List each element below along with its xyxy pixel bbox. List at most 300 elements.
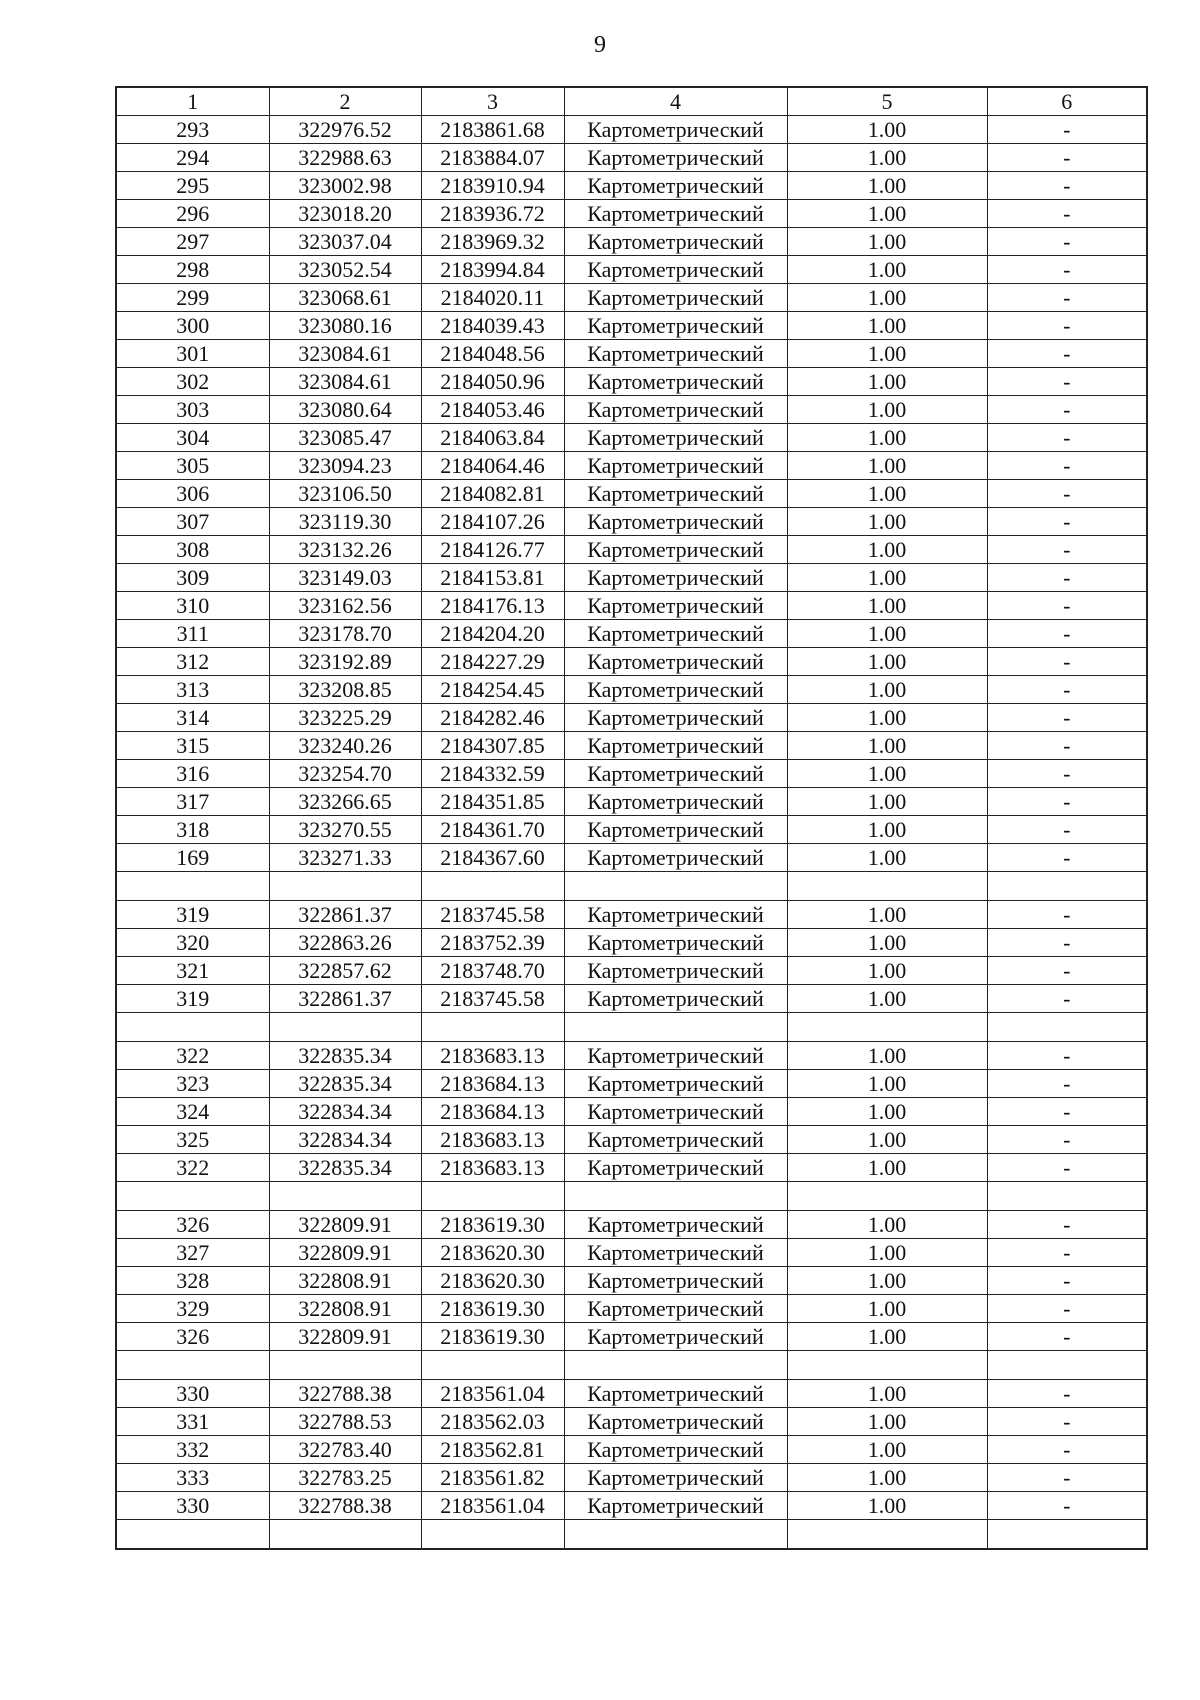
table-cell-col-4: Картометрический <box>564 676 787 704</box>
table-row <box>116 1182 1147 1211</box>
table-cell-col-3: 2184361.70 <box>421 816 564 844</box>
table-cell-col-6: - <box>987 396 1147 424</box>
header-cell-3: 3 <box>421 87 564 116</box>
table-cell-col-6: - <box>987 1239 1147 1267</box>
table-cell-col-4: Картометрический <box>564 508 787 536</box>
table-cell-col-5: 1.00 <box>787 592 987 620</box>
table-cell-col-1: 169 <box>116 844 269 872</box>
table-cell-col-5: 1.00 <box>787 368 987 396</box>
table-cell-col-2: 323240.26 <box>269 732 421 760</box>
table-cell-col-6: - <box>987 284 1147 312</box>
table-row <box>116 1239 1147 1267</box>
table-row <box>116 620 1147 648</box>
table-cell-col-2: 322834.34 <box>269 1126 421 1154</box>
table-cell-col-4: Картометрический <box>564 957 787 985</box>
table-row <box>116 1323 1147 1351</box>
table-cell-col-3: 2184282.46 <box>421 704 564 732</box>
table-cell-col-2: 322783.40 <box>269 1436 421 1464</box>
table-cell-col-4: Картометрический <box>564 929 787 957</box>
table-cell-col-4 <box>564 872 787 901</box>
table-row <box>116 396 1147 424</box>
table-cell-col-4: Картометрический <box>564 1408 787 1436</box>
table-row <box>116 284 1147 312</box>
table-cell-col-6: - <box>987 788 1147 816</box>
table-row <box>116 368 1147 396</box>
table-cell-col-3: 2184107.26 <box>421 508 564 536</box>
table-cell-col-1: 301 <box>116 340 269 368</box>
page-number: 9 <box>594 32 606 58</box>
table-cell-col-2 <box>269 1182 421 1211</box>
table-cell-col-6: - <box>987 901 1147 929</box>
table-cell-col-1: 308 <box>116 536 269 564</box>
table-cell-col-5 <box>787 1520 987 1549</box>
table-cell-col-1 <box>116 1182 269 1211</box>
table-cell-col-2: 322863.26 <box>269 929 421 957</box>
table-cell-col-3: 2184153.81 <box>421 564 564 592</box>
table-cell-col-4: Картометрический <box>564 564 787 592</box>
table-cell-col-6: - <box>987 1295 1147 1323</box>
table-cell-col-6: - <box>987 1408 1147 1436</box>
table-cell-col-5: 1.00 <box>787 452 987 480</box>
table-cell-col-3: 2184176.13 <box>421 592 564 620</box>
table-cell-col-5: 1.00 <box>787 536 987 564</box>
table-cell-col-2 <box>269 1520 421 1549</box>
table-cell-col-6: - <box>987 929 1147 957</box>
table-cell-col-3 <box>421 1182 564 1211</box>
table-cell-col-5: 1.00 <box>787 676 987 704</box>
table-row <box>116 1464 1147 1492</box>
table-cell-col-6: - <box>987 816 1147 844</box>
table-cell-col-1: 311 <box>116 620 269 648</box>
table-cell-col-1: 319 <box>116 985 269 1013</box>
table-row <box>116 732 1147 760</box>
table-cell-col-2: 323192.89 <box>269 648 421 676</box>
table-cell-col-5: 1.00 <box>787 424 987 452</box>
table-row <box>116 1070 1147 1098</box>
table-cell-col-1: 293 <box>116 116 269 144</box>
table-row <box>116 901 1147 929</box>
table-row <box>116 648 1147 676</box>
table-cell-col-6: - <box>987 340 1147 368</box>
table-cell-col-1: 294 <box>116 144 269 172</box>
table-cell-col-4: Картометрический <box>564 816 787 844</box>
table-cell-col-5: 1.00 <box>787 1323 987 1351</box>
table-cell-col-5: 1.00 <box>787 1239 987 1267</box>
table-cell-col-4: Картометрический <box>564 1295 787 1323</box>
table-cell-col-6: - <box>987 452 1147 480</box>
table-cell-col-2: 323225.29 <box>269 704 421 732</box>
table-cell-col-1: 324 <box>116 1098 269 1126</box>
table-row <box>116 508 1147 536</box>
table-cell-col-2: 323266.65 <box>269 788 421 816</box>
table-cell-col-3: 2183619.30 <box>421 1323 564 1351</box>
table-cell-col-5 <box>787 872 987 901</box>
table-cell-col-6: - <box>987 985 1147 1013</box>
table-cell-col-2: 322808.91 <box>269 1295 421 1323</box>
table-cell-col-5: 1.00 <box>787 1492 987 1520</box>
table-row <box>116 1098 1147 1126</box>
table-cell-col-6: - <box>987 704 1147 732</box>
table-cell-col-5: 1.00 <box>787 816 987 844</box>
table-cell-col-6: - <box>987 1323 1147 1351</box>
table-cell-col-6: - <box>987 256 1147 284</box>
table-cell-col-1: 300 <box>116 312 269 340</box>
table-cell-col-4: Картометрический <box>564 985 787 1013</box>
table-cell-col-6: - <box>987 1042 1147 1070</box>
table-cell-col-3 <box>421 1013 564 1042</box>
table-cell-col-1: 305 <box>116 452 269 480</box>
table-cell-col-2 <box>269 1013 421 1042</box>
table-cell-col-5: 1.00 <box>787 172 987 200</box>
table-cell-col-6: - <box>987 732 1147 760</box>
table-cell-col-2: 323208.85 <box>269 676 421 704</box>
table-cell-col-6: - <box>987 1464 1147 1492</box>
table-cell-col-4: Картометрический <box>564 536 787 564</box>
table-cell-col-2: 323080.64 <box>269 396 421 424</box>
table-cell-col-4: Картометрический <box>564 1464 787 1492</box>
table-cell-col-6: - <box>987 424 1147 452</box>
table-cell-col-5: 1.00 <box>787 340 987 368</box>
table-cell-col-4: Картометрический <box>564 704 787 732</box>
header-cell-1: 1 <box>116 87 269 116</box>
table-cell-col-4: Картометрический <box>564 592 787 620</box>
table-cell-col-2: 322783.25 <box>269 1464 421 1492</box>
table-cell-col-4: Картометрический <box>564 424 787 452</box>
table-cell-col-4: Картометрический <box>564 760 787 788</box>
table-row <box>116 228 1147 256</box>
table-cell-col-6: - <box>987 676 1147 704</box>
table-row <box>116 788 1147 816</box>
table-cell-col-6: - <box>987 228 1147 256</box>
table-row <box>116 1351 1147 1380</box>
table-row <box>116 564 1147 592</box>
table-row <box>116 872 1147 901</box>
table-cell-col-2: 323149.03 <box>269 564 421 592</box>
table-cell-col-2: 322835.34 <box>269 1154 421 1182</box>
table-cell-col-4: Картометрический <box>564 340 787 368</box>
table-cell-col-1: 299 <box>116 284 269 312</box>
table-cell-col-2: 323052.54 <box>269 256 421 284</box>
table-cell-col-3: 2183619.30 <box>421 1211 564 1239</box>
table-cell-col-2: 322809.91 <box>269 1239 421 1267</box>
table-cell-col-4: Картометрический <box>564 228 787 256</box>
table-cell-col-5: 1.00 <box>787 228 987 256</box>
table-cell-col-2: 323178.70 <box>269 620 421 648</box>
table-cell-col-1: 306 <box>116 480 269 508</box>
table-cell-col-5: 1.00 <box>787 648 987 676</box>
header-row <box>116 87 1147 116</box>
table-cell-col-2: 323254.70 <box>269 760 421 788</box>
table-cell-col-2: 322788.53 <box>269 1408 421 1436</box>
table-cell-col-4: Картометрический <box>564 1126 787 1154</box>
header-cell-6: 6 <box>987 87 1147 116</box>
table-cell-col-5 <box>787 1182 987 1211</box>
table-cell-col-6 <box>987 1013 1147 1042</box>
header-cell-2: 2 <box>269 87 421 116</box>
table-cell-col-3: 2184332.59 <box>421 760 564 788</box>
table-cell-col-4: Картометрический <box>564 1436 787 1464</box>
table-row <box>116 1013 1147 1042</box>
table-cell-col-1: 319 <box>116 901 269 929</box>
table-cell-col-4: Картометрический <box>564 901 787 929</box>
table-cell-col-3: 2183884.07 <box>421 144 564 172</box>
table-cell-col-6: - <box>987 957 1147 985</box>
table-row <box>116 480 1147 508</box>
table-cell-col-4: Картометрический <box>564 480 787 508</box>
table-cell-col-5: 1.00 <box>787 312 987 340</box>
table-cell-col-1: 296 <box>116 200 269 228</box>
table-cell-col-6: - <box>987 172 1147 200</box>
table-row <box>116 1408 1147 1436</box>
table-cell-col-3: 2184020.11 <box>421 284 564 312</box>
table-cell-col-2: 322834.34 <box>269 1098 421 1126</box>
table-cell-col-5: 1.00 <box>787 1154 987 1182</box>
table-cell-col-6 <box>987 1351 1147 1380</box>
table-cell-col-4 <box>564 1351 787 1380</box>
table-cell-col-3: 2183936.72 <box>421 200 564 228</box>
table-cell-col-6: - <box>987 1098 1147 1126</box>
table-cell-col-3: 2183910.94 <box>421 172 564 200</box>
table-cell-col-2: 322861.37 <box>269 985 421 1013</box>
table-cell-col-2: 322809.91 <box>269 1211 421 1239</box>
table-cell-col-5: 1.00 <box>787 1380 987 1408</box>
table-cell-col-3: 2184050.96 <box>421 368 564 396</box>
table-cell-col-3: 2183745.58 <box>421 985 564 1013</box>
table-row <box>116 985 1147 1013</box>
table-cell-col-1: 309 <box>116 564 269 592</box>
table-cell-col-2: 323037.04 <box>269 228 421 256</box>
table-cell-col-5: 1.00 <box>787 480 987 508</box>
table-cell-col-4: Картометрический <box>564 256 787 284</box>
table-cell-col-3: 2183620.30 <box>421 1239 564 1267</box>
table-cell-col-3: 2183683.13 <box>421 1126 564 1154</box>
table-cell-col-5: 1.00 <box>787 901 987 929</box>
table-cell-col-5: 1.00 <box>787 1098 987 1126</box>
table-cell-col-3 <box>421 1351 564 1380</box>
table-cell-col-1: 320 <box>116 929 269 957</box>
table-cell-col-2: 322857.62 <box>269 957 421 985</box>
table-row <box>116 929 1147 957</box>
table-row <box>116 256 1147 284</box>
table-row <box>116 1380 1147 1408</box>
table-cell-col-1: 330 <box>116 1380 269 1408</box>
table-cell-col-5: 1.00 <box>787 1408 987 1436</box>
table-cell-col-2: 323162.56 <box>269 592 421 620</box>
table-cell-col-5: 1.00 <box>787 1070 987 1098</box>
table-cell-col-6 <box>987 872 1147 901</box>
table-cell-col-1: 317 <box>116 788 269 816</box>
table-row <box>116 957 1147 985</box>
table-cell-col-6: - <box>987 116 1147 144</box>
table-cell-col-3: 2184204.20 <box>421 620 564 648</box>
table-cell-col-1: 310 <box>116 592 269 620</box>
table-cell-col-3: 2183562.03 <box>421 1408 564 1436</box>
table-row <box>116 1492 1147 1520</box>
table-cell-col-1 <box>116 1013 269 1042</box>
table-cell-col-3: 2183561.82 <box>421 1464 564 1492</box>
table-row <box>116 704 1147 732</box>
table-cell-col-6: - <box>987 1154 1147 1182</box>
table-cell-col-3: 2184053.46 <box>421 396 564 424</box>
table-cell-col-6: - <box>987 1380 1147 1408</box>
table-cell-col-3: 2183562.81 <box>421 1436 564 1464</box>
table-cell-col-3: 2183683.13 <box>421 1154 564 1182</box>
table-cell-col-3 <box>421 872 564 901</box>
table-cell-col-1: 303 <box>116 396 269 424</box>
table-cell-col-6: - <box>987 312 1147 340</box>
table-cell-col-6: - <box>987 592 1147 620</box>
table-row <box>116 592 1147 620</box>
table-row <box>116 144 1147 172</box>
table-cell-col-2: 323119.30 <box>269 508 421 536</box>
table-cell-col-5: 1.00 <box>787 1464 987 1492</box>
table-row <box>116 676 1147 704</box>
table-cell-col-2: 323018.20 <box>269 200 421 228</box>
table-cell-col-1: 325 <box>116 1126 269 1154</box>
table-cell-col-3: 2183861.68 <box>421 116 564 144</box>
table-cell-col-4: Картометрический <box>564 620 787 648</box>
table-cell-col-6: - <box>987 760 1147 788</box>
table-cell-col-5: 1.00 <box>787 704 987 732</box>
table-cell-col-1: 323 <box>116 1070 269 1098</box>
table-cell-col-1: 318 <box>116 816 269 844</box>
table-cell-col-3: 2184126.77 <box>421 536 564 564</box>
table-cell-col-6 <box>987 1182 1147 1211</box>
table-cell-col-1: 332 <box>116 1436 269 1464</box>
table-cell-col-5: 1.00 <box>787 1267 987 1295</box>
table-cell-col-2: 323002.98 <box>269 172 421 200</box>
table-cell-col-5: 1.00 <box>787 144 987 172</box>
table-cell-col-3: 2183561.04 <box>421 1380 564 1408</box>
table-cell-col-4: Картометрический <box>564 144 787 172</box>
table-cell-col-4: Картометрический <box>564 648 787 676</box>
table-cell-col-1: 330 <box>116 1492 269 1520</box>
table-cell-col-3: 2183969.32 <box>421 228 564 256</box>
table-cell-col-4: Картометрический <box>564 1042 787 1070</box>
table-cell-col-3: 2183752.39 <box>421 929 564 957</box>
table-cell-col-5: 1.00 <box>787 116 987 144</box>
table-cell-col-2: 323094.23 <box>269 452 421 480</box>
table-cell-col-4 <box>564 1182 787 1211</box>
table-cell-col-1: 312 <box>116 648 269 676</box>
table-cell-col-2: 323271.33 <box>269 844 421 872</box>
table-cell-col-5: 1.00 <box>787 957 987 985</box>
table-cell-col-1: 307 <box>116 508 269 536</box>
table-cell-col-6: - <box>987 620 1147 648</box>
table-cell-col-5: 1.00 <box>787 1211 987 1239</box>
table-cell-col-1: 326 <box>116 1323 269 1351</box>
table-cell-col-5: 1.00 <box>787 620 987 648</box>
table-cell-col-1: 316 <box>116 760 269 788</box>
table-cell-col-1: 314 <box>116 704 269 732</box>
table-cell-col-6: - <box>987 368 1147 396</box>
table-cell-col-5: 1.00 <box>787 732 987 760</box>
table-cell-col-1: 322 <box>116 1042 269 1070</box>
table-cell-col-4: Картометрический <box>564 1154 787 1182</box>
table-row <box>116 172 1147 200</box>
table-cell-col-2: 323132.26 <box>269 536 421 564</box>
table-cell-col-4 <box>564 1013 787 1042</box>
table-row <box>116 200 1147 228</box>
table-cell-col-4: Картометрический <box>564 732 787 760</box>
table-cell-col-5: 1.00 <box>787 1436 987 1464</box>
table-cell-col-4: Картометрический <box>564 844 787 872</box>
table-cell-col-6: - <box>987 564 1147 592</box>
table-cell-col-1 <box>116 1351 269 1380</box>
table-cell-col-4: Картометрический <box>564 396 787 424</box>
table-cell-col-5 <box>787 1013 987 1042</box>
table-row <box>116 312 1147 340</box>
table-cell-col-6: - <box>987 1126 1147 1154</box>
table-cell-col-1 <box>116 1520 269 1549</box>
table-cell-col-3: 2184064.46 <box>421 452 564 480</box>
table-cell-col-1: 329 <box>116 1295 269 1323</box>
header-cell-5: 5 <box>787 87 987 116</box>
table-cell-col-2: 323080.16 <box>269 312 421 340</box>
table-cell-col-4: Картометрический <box>564 1492 787 1520</box>
table-cell-col-6: - <box>987 844 1147 872</box>
table-cell-col-5: 1.00 <box>787 564 987 592</box>
table-cell-col-5: 1.00 <box>787 284 987 312</box>
table-cell-col-5: 1.00 <box>787 844 987 872</box>
table-cell-col-4: Картометрический <box>564 1323 787 1351</box>
table-header <box>116 87 1147 116</box>
table-cell-col-3: 2184367.60 <box>421 844 564 872</box>
table-cell-col-5: 1.00 <box>787 200 987 228</box>
table-cell-col-6: - <box>987 1211 1147 1239</box>
table-cell-col-2: 323270.55 <box>269 816 421 844</box>
table-cell-col-4: Картометрический <box>564 200 787 228</box>
table-cell-col-4: Картометрический <box>564 172 787 200</box>
table-cell-col-3: 2183748.70 <box>421 957 564 985</box>
table-cell-col-1: 333 <box>116 1464 269 1492</box>
table-cell-col-3: 2184039.43 <box>421 312 564 340</box>
table-cell-col-5: 1.00 <box>787 1042 987 1070</box>
table-cell-col-6: - <box>987 1070 1147 1098</box>
table-cell-col-3: 2183684.13 <box>421 1098 564 1126</box>
table-cell-col-1: 313 <box>116 676 269 704</box>
table-row <box>116 760 1147 788</box>
table-cell-col-4: Картометрический <box>564 1267 787 1295</box>
table-row <box>116 340 1147 368</box>
table-cell-col-5: 1.00 <box>787 985 987 1013</box>
table-cell-col-1: 315 <box>116 732 269 760</box>
table-cell-col-3: 2183994.84 <box>421 256 564 284</box>
table-row <box>116 1211 1147 1239</box>
table-cell-col-3 <box>421 1520 564 1549</box>
table-cell-col-4: Картометрический <box>564 1380 787 1408</box>
table-cell-col-6: - <box>987 1492 1147 1520</box>
table-cell-col-4 <box>564 1520 787 1549</box>
table-cell-col-2: 322788.38 <box>269 1492 421 1520</box>
table-cell-col-5: 1.00 <box>787 760 987 788</box>
table-cell-col-5: 1.00 <box>787 929 987 957</box>
table-cell-col-3: 2184063.84 <box>421 424 564 452</box>
table-cell-col-1: 331 <box>116 1408 269 1436</box>
table-cell-col-3: 2183619.30 <box>421 1295 564 1323</box>
table-row <box>116 1154 1147 1182</box>
table-cell-col-4: Картометрический <box>564 1211 787 1239</box>
table-cell-col-5 <box>787 1351 987 1380</box>
table-cell-col-5: 1.00 <box>787 1295 987 1323</box>
table-cell-col-1: 321 <box>116 957 269 985</box>
table-cell-col-1: 326 <box>116 1211 269 1239</box>
table-cell-col-2: 323084.61 <box>269 368 421 396</box>
table-cell-col-2: 322788.38 <box>269 1380 421 1408</box>
table-cell-col-6: - <box>987 1267 1147 1295</box>
table-cell-col-3: 2184254.45 <box>421 676 564 704</box>
table-cell-col-6: - <box>987 508 1147 536</box>
